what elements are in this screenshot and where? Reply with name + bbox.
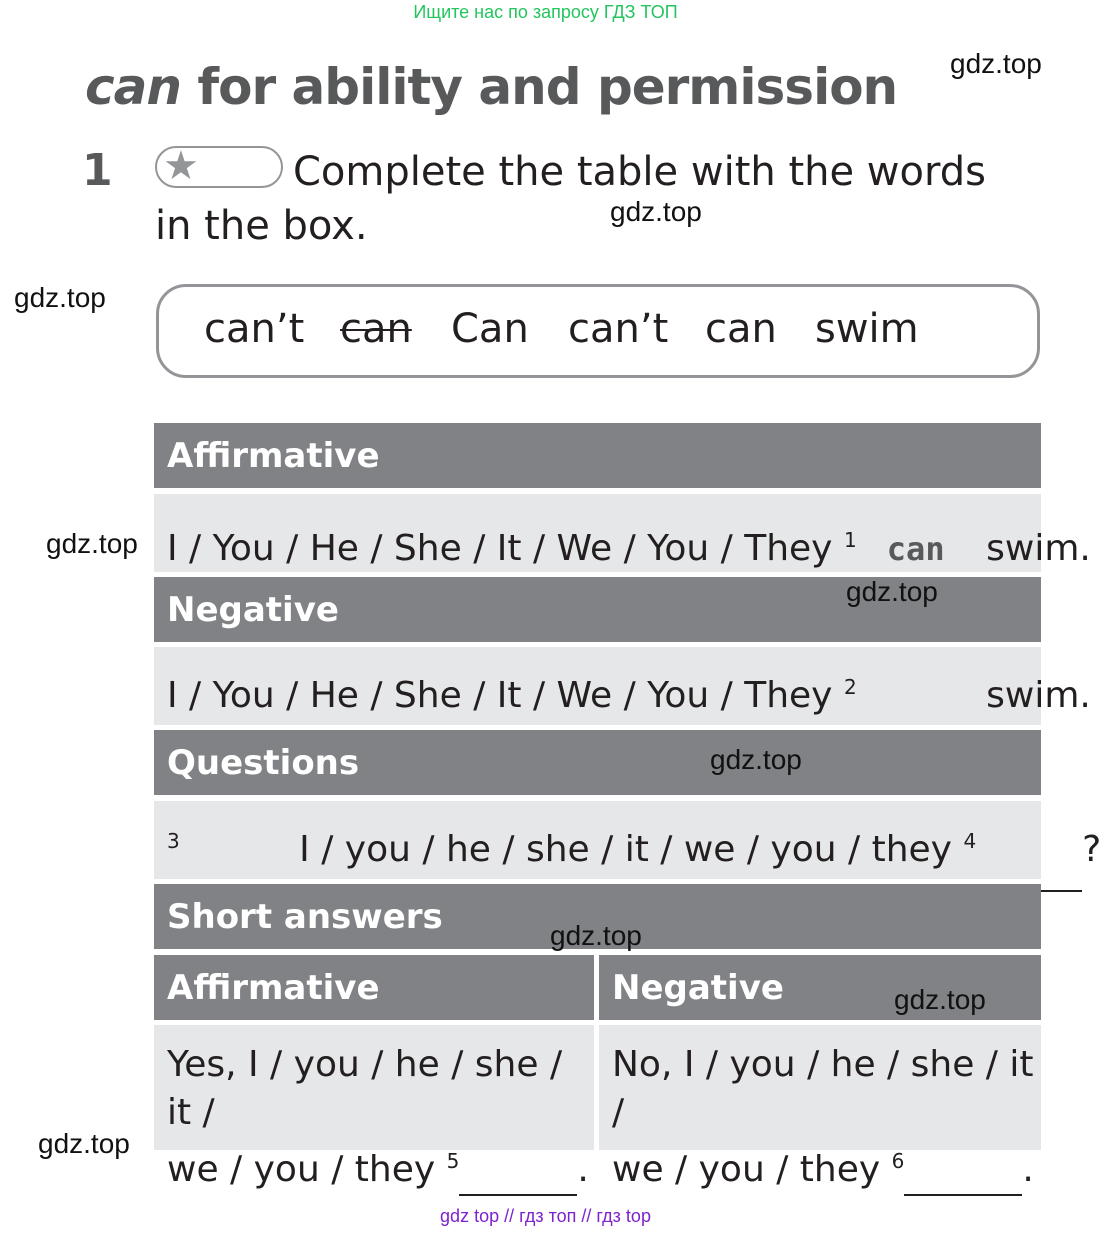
heading-rest: for ability and permission	[180, 58, 898, 116]
word-box-item: swim	[815, 306, 919, 352]
affirmative-row	[154, 494, 1091, 572]
period: .	[577, 1149, 589, 1190]
watermark: gdz.top	[846, 576, 938, 607]
question-mark: ?	[1082, 829, 1101, 870]
word-box-item: can’t	[204, 306, 305, 352]
watermark: gdz.top	[710, 744, 802, 775]
gap-2-blank[interactable]	[857, 656, 975, 738]
negative-subjects: I / You / He / She / It / We / You / They	[167, 675, 833, 716]
watermark: gdz.top	[610, 196, 702, 227]
watermark: gdz.top	[38, 1128, 130, 1159]
short-affirmative-cell	[154, 1025, 594, 1190]
gap-3-blank[interactable]	[180, 810, 288, 892]
short-negative-line2: we / you / they	[612, 1149, 881, 1190]
short-negative-header: Negative	[599, 955, 1041, 1020]
gap-number: 2	[843, 675, 857, 699]
questions-header: Questions	[154, 730, 1041, 795]
word-box-item: can’t	[568, 306, 669, 352]
word-box-item: Can	[451, 306, 529, 352]
watermark: gdz.top	[46, 528, 138, 559]
gap-number: 3	[167, 829, 180, 853]
affirmative-subjects: I / You / He / She / It / We / You / They	[167, 528, 833, 569]
short-affirmative-line1: Yes, I / you / he / she / it /	[167, 1044, 563, 1133]
bottom-note: gdz top // гдз топ // гдз top	[440, 1206, 651, 1226]
word-box-item-used: can	[340, 306, 412, 352]
negative-row	[154, 647, 1091, 725]
short-affirmative-line2: we / you / they	[167, 1149, 436, 1190]
watermark: gdz.top	[894, 984, 986, 1015]
gap-number: 6	[891, 1149, 905, 1173]
watermark: gdz.top	[950, 48, 1042, 79]
questions-row	[154, 801, 1101, 879]
affirmative-verb: swim.	[974, 528, 1091, 569]
top-note: Ищите нас по запросу ГДЗ ТОП	[413, 2, 678, 22]
gap-1-answer: can	[857, 503, 975, 597]
gap-number: 4	[963, 829, 977, 853]
word-box-item: can	[705, 306, 777, 352]
gap-number: 5	[446, 1149, 460, 1173]
watermark: gdz.top	[14, 282, 106, 313]
negative-verb: swim.	[974, 675, 1091, 716]
exercise-number: 1	[82, 145, 113, 196]
short-negative-line1: No, I / you / he / she / it /	[612, 1044, 1034, 1133]
exercise-instruction: Complete the table with the words in the box.	[155, 149, 986, 249]
star-icon: ★	[163, 143, 199, 189]
period: .	[1022, 1149, 1034, 1190]
negative-header: Negative	[154, 577, 1041, 642]
short-affirmative-header: Affirmative	[154, 955, 594, 1020]
gap-number: 1	[843, 528, 857, 552]
affirmative-header: Affirmative	[154, 423, 1041, 488]
short-negative-cell	[599, 1025, 1041, 1190]
section-heading	[85, 58, 897, 116]
heading-emphasis: can	[85, 58, 181, 116]
gap-4-blank[interactable]	[976, 810, 1082, 892]
gap-5-blank[interactable]	[459, 1146, 577, 1196]
question-subjects: I / you / he / she / it / we / you / they	[287, 829, 952, 870]
watermark: gdz.top	[550, 920, 642, 951]
short-answers-header: Short answers	[154, 884, 1041, 949]
gap-6-blank[interactable]	[904, 1146, 1022, 1196]
